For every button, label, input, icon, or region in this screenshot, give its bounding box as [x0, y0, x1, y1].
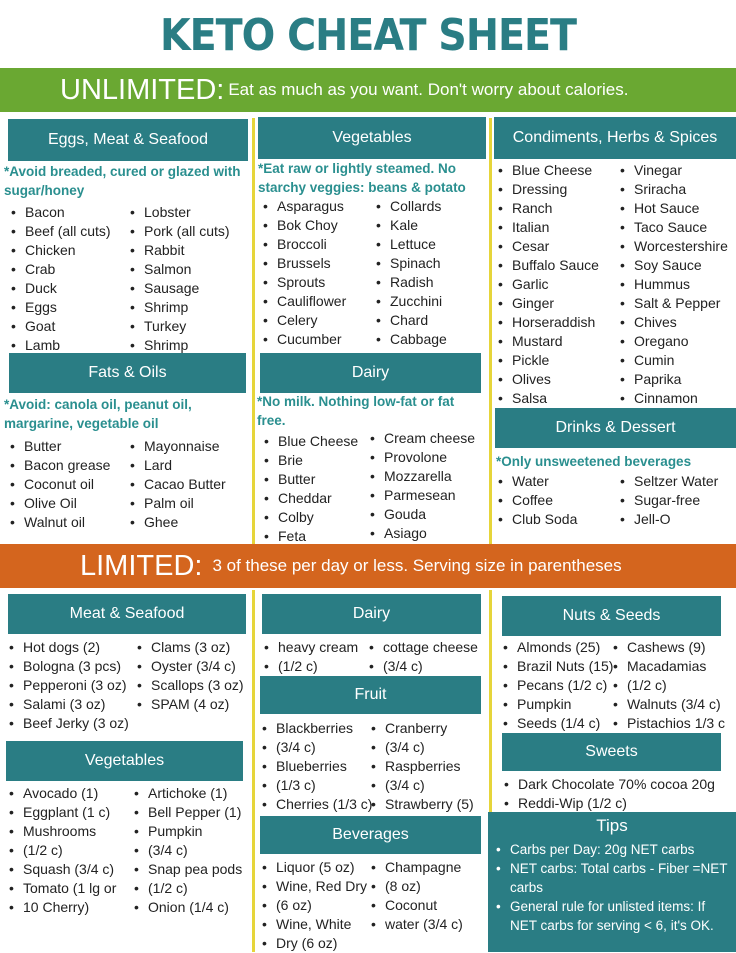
- list-item: • (3/4 c): [132, 841, 242, 860]
- list-item: • Palm oil: [128, 494, 226, 513]
- list-item: • Chard: [374, 311, 447, 330]
- list-item: • Macadamias: [611, 657, 725, 676]
- list-item: • Olive Oil: [8, 494, 110, 513]
- list-item: • Cumin: [618, 351, 728, 370]
- vegetables-list-1: [261, 197, 346, 349]
- condiments-header: Condiments, Herbs & Spices: [494, 117, 736, 159]
- list-item: • Bacon: [9, 203, 111, 222]
- list-item: • Bok Choy: [261, 216, 346, 235]
- list-item: • Pork (all cuts): [128, 222, 230, 241]
- limited-dairy-list-1: [262, 638, 358, 676]
- list-item: • (3/4 c): [369, 776, 474, 795]
- list-item: • Almonds (25): [501, 638, 613, 657]
- list-item: • (1/2 c): [262, 657, 358, 676]
- drinks-note: *Only unsweetened beverages: [496, 454, 692, 469]
- eggs-meat-note: *Avoid breaded, cured or glazed with sugar/honey: [4, 164, 241, 198]
- list-item: • Pepperoni (3 oz): [7, 676, 129, 695]
- fruit-header: Fruit: [260, 676, 481, 714]
- list-item: • Pumpkin: [132, 822, 242, 841]
- eggs-meat-seafood-header: Eggs, Meat & Seafood: [8, 119, 248, 161]
- list-item: • cottage cheese: [367, 638, 478, 657]
- list-item: • Parmesean: [368, 486, 475, 505]
- list-item: • Beef Jerky (3 oz): [7, 714, 129, 733]
- list-item: • Avocado (1): [7, 784, 116, 803]
- list-item: • Sprouts: [261, 273, 346, 292]
- list-item: • Brussels: [261, 254, 346, 273]
- list-item: • Blue Cheese: [496, 161, 599, 180]
- column-divider: [252, 590, 255, 952]
- condiments-list-1: [496, 161, 599, 408]
- sweets-header: Sweets: [502, 733, 721, 771]
- list-item: • Oregano: [618, 332, 728, 351]
- list-item: • Horseraddish: [496, 313, 599, 332]
- list-item: • Asiago: [368, 524, 475, 543]
- list-item: • Zucchini: [374, 292, 447, 311]
- list-item: • (1/2 c): [611, 676, 725, 695]
- list-item: • Onion (1/4 c): [132, 898, 242, 917]
- list-item: • Worcestershire: [618, 237, 728, 256]
- list-item: • Kale: [374, 216, 447, 235]
- condiments-list-2: [618, 161, 728, 408]
- unlimited-label: UNLIMITED:: [60, 74, 225, 106]
- list-item: • Eggs: [9, 298, 111, 317]
- limited-dairy-list-2: [367, 638, 478, 676]
- list-item: • Soy Sauce: [618, 256, 728, 275]
- limited-meat-seafood-header: Meat & Seafood: [8, 594, 246, 634]
- list-item: • (6 oz): [260, 896, 367, 915]
- dairy-list-2: [368, 429, 475, 543]
- list-item: • Champagne: [369, 858, 463, 877]
- list-item: • Pumpkin: [501, 695, 613, 714]
- limited-meat-list-1: [7, 638, 129, 733]
- list-item: • Coffee: [496, 491, 577, 510]
- list-item: • (1/2 c): [132, 879, 242, 898]
- list-item: • Lard: [128, 456, 226, 475]
- list-item: • Snap pea pods: [132, 860, 242, 879]
- list-item: • Coconut oil: [8, 475, 110, 494]
- list-item: • Lamb: [9, 336, 111, 355]
- list-item: • Shrimp: [128, 336, 230, 355]
- fruit-list-2: [369, 719, 474, 814]
- list-item: • Goat: [9, 317, 111, 336]
- list-item: • Clams (3 oz): [135, 638, 244, 657]
- list-item: • Salt & Pepper: [618, 294, 728, 313]
- list-item: • Dry (6 oz): [260, 934, 367, 953]
- list-item: • Wine, Red Dry: [260, 877, 367, 896]
- list-item: • Mushrooms: [7, 822, 116, 841]
- list-item: • Cranberry: [369, 719, 474, 738]
- list-item: • Lobster: [128, 203, 230, 222]
- list-item: • Sriracha: [618, 180, 728, 199]
- list-item: • Brie: [262, 451, 358, 470]
- list-item: • Crab: [9, 260, 111, 279]
- list-item: • Cabbage: [374, 330, 447, 349]
- dairy-note: *No milk. Nothing low-fat or fat free.: [257, 394, 455, 428]
- fats-oils-list-1: [8, 437, 110, 532]
- list-item: • Duck: [9, 279, 111, 298]
- list-item: • Pickle: [496, 351, 599, 370]
- list-item: • (1/2 c): [7, 841, 116, 860]
- drinks-list-1: [496, 472, 577, 529]
- list-item: • Mustard: [496, 332, 599, 351]
- fruit-list-1: [260, 719, 372, 814]
- list-item: • Blackberries: [260, 719, 372, 738]
- list-item: • Artichoke (1): [132, 784, 242, 803]
- tips-header: Tips: [596, 816, 628, 835]
- list-item: • water (3/4 c): [369, 915, 463, 934]
- list-item: • Cheddar: [262, 489, 358, 508]
- list-item: • Buffalo Sauce: [496, 256, 599, 275]
- list-item: • Cashews (9): [611, 638, 725, 657]
- list-item: • Cucumber: [261, 330, 346, 349]
- list-item: • Mayonnaise: [128, 437, 226, 456]
- list-item: • Cesar: [496, 237, 599, 256]
- list-item: • Collards: [374, 197, 447, 216]
- list-item: • Eggplant (1 c): [7, 803, 116, 822]
- list-item: • 10 Cherry): [7, 898, 116, 917]
- limited-vegetables-list-1: [7, 784, 116, 917]
- list-item: • Asparagus: [261, 197, 346, 216]
- beverages-header: Beverages: [260, 816, 481, 854]
- fats-oils-note: *Avoid: canola oil, peanut oil, margarine, vegetable oil: [4, 397, 192, 431]
- list-item: • Olives: [496, 370, 599, 389]
- list-item: • Provolone: [368, 448, 475, 467]
- list-item: • Garlic: [496, 275, 599, 294]
- list-item: • Walnut oil: [8, 513, 110, 532]
- list-item: • Bologna (3 pcs): [7, 657, 129, 676]
- vegetables-list-2: [374, 197, 447, 349]
- list-item: • Jell-O: [618, 510, 718, 529]
- dairy-header: Dairy: [260, 353, 481, 393]
- list-item: • Ghee: [128, 513, 226, 532]
- list-item: • (3/4 c): [369, 738, 474, 757]
- list-item: • Salsa: [496, 389, 599, 408]
- list-item: • Oyster (3/4 c): [135, 657, 244, 676]
- limited-meat-list-2: [135, 638, 244, 714]
- eggs-meat-list-2: [128, 203, 230, 355]
- list-item: • Bacon grease: [8, 456, 110, 475]
- list-item: • Lettuce: [374, 235, 447, 254]
- list-item: • Cream cheese: [368, 429, 475, 448]
- list-item: • Rabbit: [128, 241, 230, 260]
- list-item: • heavy cream: [262, 638, 358, 657]
- limited-vegetables-list-2: [132, 784, 242, 917]
- list-item: • Pistachios 1/3 c: [611, 714, 725, 733]
- list-item: • Hummus: [618, 275, 728, 294]
- list-item: • Colby: [262, 508, 358, 527]
- list-item: • Hot Sauce: [618, 199, 728, 218]
- list-item: • Cacao Butter: [128, 475, 226, 494]
- list-item: • Brazil Nuts (15): [501, 657, 613, 676]
- tips-panel: [488, 812, 736, 952]
- dairy-list-1: [262, 432, 358, 546]
- sweets-list: [502, 775, 715, 813]
- list-item: • (8 oz): [369, 877, 463, 896]
- list-item: • Taco Sauce: [618, 218, 728, 237]
- list-item: • Chives: [618, 313, 728, 332]
- list-item: • Pecans (1/2 c): [501, 676, 613, 695]
- unlimited-banner: [0, 68, 736, 112]
- drinks-list-2: [618, 472, 718, 529]
- list-item: • Radish: [374, 273, 447, 292]
- list-item: • General rule for unlisted items: If NET carbs for serving < 6, it's OK.: [494, 897, 732, 935]
- list-item: • Squash (3/4 c): [7, 860, 116, 879]
- list-item: • Salami (3 oz): [7, 695, 129, 714]
- list-item: • (3/4 c): [367, 657, 478, 676]
- tips-list: [494, 840, 732, 935]
- list-item: • Seltzer Water: [618, 472, 718, 491]
- list-item: • Walnuts (3/4 c): [611, 695, 725, 714]
- list-item: • Liquor (5 oz): [260, 858, 367, 877]
- list-item: • Broccoli: [261, 235, 346, 254]
- list-item: • Cherries (1/3 c): [260, 795, 372, 814]
- list-item: • Dark Chocolate 70% cocoa 20g: [502, 775, 715, 794]
- list-item: • Sausage: [128, 279, 230, 298]
- list-item: • Strawberry (5): [369, 795, 474, 814]
- list-item: • Coconut: [369, 896, 463, 915]
- column-divider: [252, 118, 255, 544]
- limited-banner: [0, 544, 736, 588]
- fats-oils-list-2: [128, 437, 226, 532]
- fats-oils-header: Fats & Oils: [9, 353, 246, 393]
- list-item: • Feta: [262, 527, 358, 546]
- list-item: • Turkey: [128, 317, 230, 336]
- list-item: • Sugar-free: [618, 491, 718, 510]
- list-item: • Ginger: [496, 294, 599, 313]
- nuts-seeds-list-2: [611, 638, 725, 733]
- drinks-dessert-header: Drinks & Dessert: [495, 408, 736, 448]
- limited-vegetables-header: Vegetables: [6, 741, 243, 781]
- limited-label: LIMITED:: [80, 550, 203, 582]
- list-item: • (1/3 c): [260, 776, 372, 795]
- vegetables-note: *Eat raw or lightly steamed. No starchy veggies: beans & potato: [258, 161, 466, 195]
- list-item: • Mozzarella: [368, 467, 475, 486]
- list-item: • Raspberries: [369, 757, 474, 776]
- list-item: • Chicken: [9, 241, 111, 260]
- list-item: • Club Soda: [496, 510, 577, 529]
- list-item: • Wine, White: [260, 915, 367, 934]
- list-item: • Hot dogs (2): [7, 638, 129, 657]
- nuts-seeds-header: Nuts & Seeds: [502, 596, 721, 636]
- list-item: • Scallops (3 oz): [135, 676, 244, 695]
- list-item: • Blueberries: [260, 757, 372, 776]
- list-item: • Seeds (1/4 c): [501, 714, 613, 733]
- list-item: • Butter: [262, 470, 358, 489]
- list-item: • Italian: [496, 218, 599, 237]
- beverages-list-1: [260, 858, 367, 953]
- list-item: • (3/4 c): [260, 738, 372, 757]
- unlimited-subtitle: Eat as much as you want. Don't worry about calories.: [228, 80, 629, 99]
- list-item: • Water: [496, 472, 577, 491]
- list-item: • Dressing: [496, 180, 599, 199]
- list-item: • Tomato (1 lg or: [7, 879, 116, 898]
- list-item: • Paprika: [618, 370, 728, 389]
- list-item: • Gouda: [368, 505, 475, 524]
- list-item: • Butter: [8, 437, 110, 456]
- list-item: • NET carbs: Total carbs - Fiber =NET carbs: [494, 859, 732, 897]
- list-item: • SPAM (4 oz): [135, 695, 244, 714]
- vegetables-header: Vegetables: [258, 117, 486, 159]
- page-title: KETO CHEAT SHEET: [159, 10, 577, 61]
- list-item: • Beef (all cuts): [9, 222, 111, 241]
- eggs-meat-list-1: [9, 203, 111, 355]
- limited-dairy-header: Dairy: [262, 594, 481, 634]
- list-item: • Cauliflower: [261, 292, 346, 311]
- list-item: • Shrimp: [128, 298, 230, 317]
- nuts-seeds-list-1: [501, 638, 613, 733]
- list-item: • Celery: [261, 311, 346, 330]
- list-item: • Reddi-Wip (1/2 c): [502, 794, 715, 813]
- list-item: • Carbs per Day: 20g NET carbs: [494, 840, 732, 859]
- list-item: • Blue Cheese: [262, 432, 358, 451]
- beverages-list-2: [369, 858, 463, 934]
- list-item: • Ranch: [496, 199, 599, 218]
- list-item: • Cinnamon: [618, 389, 728, 408]
- list-item: • Spinach: [374, 254, 447, 273]
- column-divider: [489, 118, 492, 544]
- list-item: • Bell Pepper (1): [132, 803, 242, 822]
- limited-subtitle: 3 of these per day or less. Serving size in parentheses: [212, 556, 622, 575]
- list-item: • Salmon: [128, 260, 230, 279]
- list-item: • Vinegar: [618, 161, 728, 180]
